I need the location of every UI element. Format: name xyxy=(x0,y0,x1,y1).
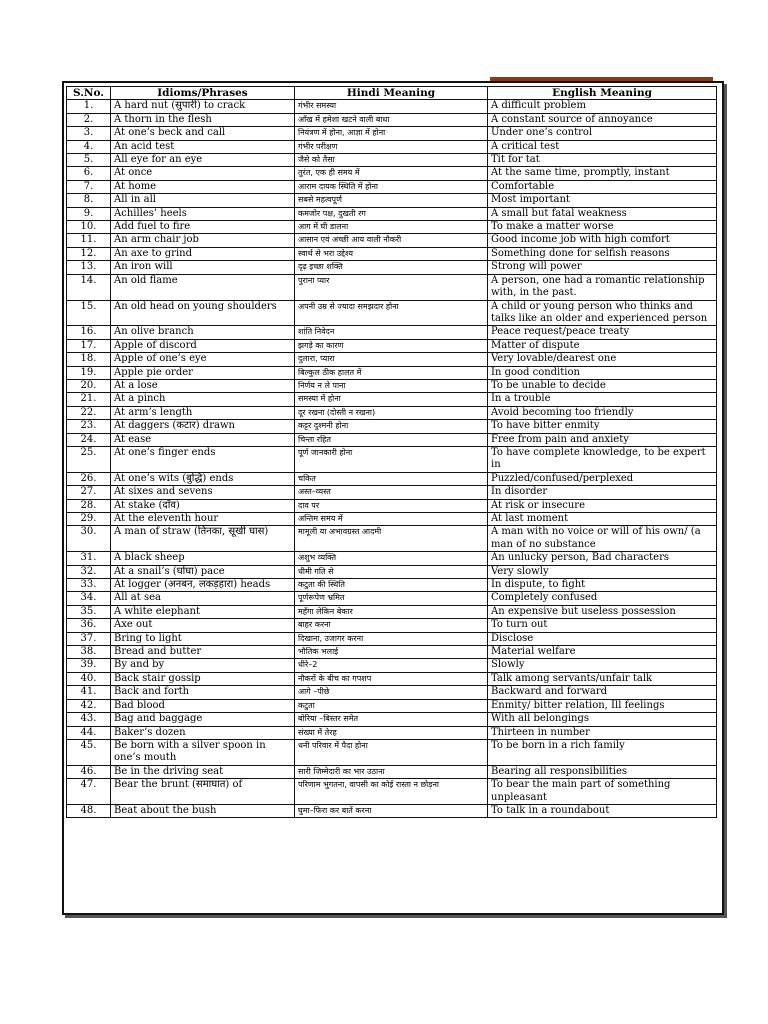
table-row xyxy=(67,127,717,140)
cell-hindi-meaning: अन्तिम समय में xyxy=(295,513,488,526)
cell-sno: 3. xyxy=(67,127,111,140)
cell-hindi-meaning: सबसे महत्वपूर्ण xyxy=(295,194,488,207)
cell-english-meaning: In good condition xyxy=(488,366,717,379)
cell-hindi-meaning: नियंत्रण में होना, आज्ञा में होना xyxy=(295,127,488,140)
cell-hindi-meaning: पूर्ण जानकारी होना xyxy=(295,446,488,472)
cell-english-meaning: In a trouble xyxy=(488,393,717,406)
cell-english-meaning: Very lovable/dearest one xyxy=(488,353,717,366)
cell-sno: 19. xyxy=(67,366,111,379)
cell-hindi-meaning: संख्या में तेरह xyxy=(295,726,488,739)
cell-idiom: At one’s finger ends xyxy=(111,446,295,472)
table-row xyxy=(67,100,717,113)
cell-sno: 30. xyxy=(67,526,111,552)
table-row xyxy=(67,632,717,645)
cell-idiom: Bag and baggage xyxy=(111,713,295,726)
cell-sno: 44. xyxy=(67,726,111,739)
table-row xyxy=(67,446,717,472)
table-body xyxy=(67,100,717,818)
cell-english-meaning: Something done for selfish reasons xyxy=(488,247,717,260)
table-row xyxy=(67,393,717,406)
cell-idiom: An olive branch xyxy=(111,326,295,339)
cell-english-meaning: A difficult problem xyxy=(488,100,717,113)
table-row xyxy=(67,605,717,618)
table-row xyxy=(67,300,717,326)
cell-idiom: At sixes and sevens xyxy=(111,486,295,499)
cell-idiom: An iron will xyxy=(111,261,295,274)
cell-english-meaning: To talk in a roundabout xyxy=(488,804,717,817)
cell-hindi-meaning: दिखाना, उजागर करना xyxy=(295,632,488,645)
cell-hindi-meaning: मामूली या अभावग्रस्त आदमी xyxy=(295,526,488,552)
cell-english-meaning: In disorder xyxy=(488,486,717,499)
cell-hindi-meaning: जैसे को तैसा xyxy=(295,154,488,167)
cell-idiom: At a lose xyxy=(111,379,295,392)
cell-hindi-meaning: चिन्ता रहित xyxy=(295,433,488,446)
table-row xyxy=(67,366,717,379)
cell-sno: 4. xyxy=(67,140,111,153)
cell-hindi-meaning: धीमी गति से xyxy=(295,565,488,578)
cell-english-meaning: Talk among servants/unfair talk xyxy=(488,672,717,685)
table-row xyxy=(67,713,717,726)
table-row xyxy=(67,154,717,167)
cell-english-meaning: Free from pain and anxiety xyxy=(488,433,717,446)
cell-english-meaning: With all belongings xyxy=(488,713,717,726)
cell-sno: 42. xyxy=(67,699,111,712)
cell-hindi-meaning: दृढ़ इच्छा शक्ति xyxy=(295,261,488,274)
cell-hindi-meaning: कमजोर पक्ष, दुखती रग xyxy=(295,207,488,220)
cell-english-meaning: A person, one had a romantic relationship with, in the past. xyxy=(488,274,717,300)
table-row xyxy=(67,565,717,578)
cell-idiom: Baker’s dozen xyxy=(111,726,295,739)
cell-english-meaning: To make a matter worse xyxy=(488,221,717,234)
cell-english-meaning: Backward and forward xyxy=(488,686,717,699)
table-row xyxy=(67,221,717,234)
cell-idiom: All in all xyxy=(111,194,295,207)
cell-sno: 11. xyxy=(67,234,111,247)
table-row xyxy=(67,247,717,260)
cell-sno: 32. xyxy=(67,565,111,578)
cell-sno: 21. xyxy=(67,393,111,406)
cell-english-meaning: An unlucky person, Bad characters xyxy=(488,552,717,565)
cell-sno: 40. xyxy=(67,672,111,685)
cell-idiom: All at sea xyxy=(111,592,295,605)
cell-sno: 9. xyxy=(67,207,111,220)
cell-idiom: At a snail’s (घोंघा) pace xyxy=(111,565,295,578)
table-row xyxy=(67,619,717,632)
table-row xyxy=(67,207,717,220)
cell-english-meaning: Material welfare xyxy=(488,646,717,659)
table-row xyxy=(67,140,717,153)
cell-sno: 38. xyxy=(67,646,111,659)
cell-english-meaning: Peace request/peace treaty xyxy=(488,326,717,339)
cell-english-meaning: Matter of dispute xyxy=(488,339,717,352)
cell-sno: 10. xyxy=(67,221,111,234)
cell-english-meaning: Most important xyxy=(488,194,717,207)
cell-idiom: At one’s wits (बुद्धि) ends xyxy=(111,472,295,485)
cell-hindi-meaning: कटुता xyxy=(295,699,488,712)
table-row xyxy=(67,113,717,126)
cell-english-meaning: At last moment xyxy=(488,513,717,526)
cell-sno: 27. xyxy=(67,486,111,499)
cell-hindi-meaning: अपनी उम्र से ज्यादा समझदार होना xyxy=(295,300,488,326)
cell-english-meaning: Comfortable xyxy=(488,180,717,193)
table-row xyxy=(67,472,717,485)
cell-hindi-meaning: महँगा लेकिन बेकार xyxy=(295,605,488,618)
cell-sno: 45. xyxy=(67,739,111,765)
table-row xyxy=(67,326,717,339)
cell-hindi-meaning: तुरंत, एक ही समय में xyxy=(295,167,488,180)
cell-english-meaning: Avoid becoming too friendly xyxy=(488,406,717,419)
cell-idiom: Bad blood xyxy=(111,699,295,712)
cell-english-meaning: To be unable to decide xyxy=(488,379,717,392)
cell-idiom: All eye for an eye xyxy=(111,154,295,167)
cell-hindi-meaning: स्वार्थ से भरा उद्देश्य xyxy=(295,247,488,260)
cell-sno: 16. xyxy=(67,326,111,339)
cell-english-meaning: To have bitter enmity xyxy=(488,420,717,433)
cell-sno: 48. xyxy=(67,804,111,817)
table-row xyxy=(67,167,717,180)
table-row xyxy=(67,672,717,685)
cell-idiom: An old flame xyxy=(111,274,295,300)
cell-hindi-meaning: अस्त–व्यस्त xyxy=(295,486,488,499)
table-row xyxy=(67,499,717,512)
cell-english-meaning: At risk or insecure xyxy=(488,499,717,512)
cell-sno: 20. xyxy=(67,379,111,392)
cell-idiom: Back and forth xyxy=(111,686,295,699)
cell-idiom: A hard nut (सुपारी) to crack xyxy=(111,100,295,113)
cell-hindi-meaning: नौकरों के बीच का गपशप xyxy=(295,672,488,685)
cell-hindi-meaning: आग में घी डालना xyxy=(295,221,488,234)
table-row xyxy=(67,526,717,552)
cell-hindi-meaning: बाहर करना xyxy=(295,619,488,632)
cell-sno: 23. xyxy=(67,420,111,433)
cell-sno: 35. xyxy=(67,605,111,618)
cell-hindi-meaning: शांति निवेदन xyxy=(295,326,488,339)
table-row xyxy=(67,765,717,778)
cell-sno: 36. xyxy=(67,619,111,632)
cell-english-meaning: Thirteen in number xyxy=(488,726,717,739)
table-row xyxy=(67,339,717,352)
cell-sno: 8. xyxy=(67,194,111,207)
cell-sno: 22. xyxy=(67,406,111,419)
cell-idiom: Apple pie order xyxy=(111,366,295,379)
cell-idiom: A thorn in the flesh xyxy=(111,113,295,126)
cell-idiom: An acid test xyxy=(111,140,295,153)
cell-hindi-meaning: पुराना प्यार xyxy=(295,274,488,300)
table-row xyxy=(67,420,717,433)
cell-english-meaning: Tit for tat xyxy=(488,154,717,167)
table-row xyxy=(67,180,717,193)
cell-sno: 47. xyxy=(67,779,111,805)
table-row xyxy=(67,261,717,274)
cell-english-meaning: To bear the main part of something unpleasant xyxy=(488,779,717,805)
cell-idiom: Apple of discord xyxy=(111,339,295,352)
cell-hindi-meaning: पूर्णरूपेण भ्रमित xyxy=(295,592,488,605)
table-row xyxy=(67,686,717,699)
cell-sno: 37. xyxy=(67,632,111,645)
cell-hindi-meaning: गंभीर समस्या xyxy=(295,100,488,113)
cell-idiom: A white elephant xyxy=(111,605,295,618)
cell-hindi-meaning: समस्या में होना xyxy=(295,393,488,406)
cell-sno: 13. xyxy=(67,261,111,274)
cell-idiom: Axe out xyxy=(111,619,295,632)
cell-sno: 5. xyxy=(67,154,111,167)
cell-english-meaning: To be born in a rich family xyxy=(488,739,717,765)
cell-sno: 12. xyxy=(67,247,111,260)
table-row xyxy=(67,726,717,739)
cell-english-meaning: Completely confused xyxy=(488,592,717,605)
cell-sno: 1. xyxy=(67,100,111,113)
cell-english-meaning: Disclose xyxy=(488,632,717,645)
cell-idiom: Be in the driving seat xyxy=(111,765,295,778)
cell-idiom: At daggers (कटार) drawn xyxy=(111,420,295,433)
cell-hindi-meaning: बोरिया –बिस्तर समेत xyxy=(295,713,488,726)
table-row xyxy=(67,646,717,659)
cell-hindi-meaning: निर्णय न ले पाना xyxy=(295,379,488,392)
cell-english-meaning: Bearing all responsibilities xyxy=(488,765,717,778)
cell-idiom: Beat about the bush xyxy=(111,804,295,817)
cell-idiom: Bear the brunt (समाघात) of xyxy=(111,779,295,805)
cell-idiom: At logger (अनबन, लकड़हारा) heads xyxy=(111,579,295,592)
cell-hindi-meaning: कट्टर दुश्मनी होना xyxy=(295,420,488,433)
cell-english-meaning: Strong will power xyxy=(488,261,717,274)
cell-sno: 46. xyxy=(67,765,111,778)
table-row xyxy=(67,513,717,526)
table-row xyxy=(67,234,717,247)
cell-hindi-meaning: अशुभ व्यक्ति xyxy=(295,552,488,565)
header-sno: S.No. xyxy=(67,87,111,100)
cell-sno: 2. xyxy=(67,113,111,126)
cell-sno: 6. xyxy=(67,167,111,180)
cell-english-meaning: A constant source of annoyance xyxy=(488,113,717,126)
cell-hindi-meaning: आगे –पीछे xyxy=(295,686,488,699)
cell-sno: 15. xyxy=(67,300,111,326)
cell-hindi-meaning: दाव पर xyxy=(295,499,488,512)
cell-sno: 41. xyxy=(67,686,111,699)
cell-idiom: By and by xyxy=(111,659,295,672)
cell-idiom: Add fuel to fire xyxy=(111,221,295,234)
table-row xyxy=(67,579,717,592)
cell-sno: 7. xyxy=(67,180,111,193)
table-row xyxy=(67,699,717,712)
cell-hindi-meaning: चकित xyxy=(295,472,488,485)
cell-idiom: An old head on young shoulders xyxy=(111,300,295,326)
cell-english-meaning: An expensive but useless possession xyxy=(488,605,717,618)
cell-sno: 31. xyxy=(67,552,111,565)
cell-sno: 17. xyxy=(67,339,111,352)
cell-english-meaning: Very slowly xyxy=(488,565,717,578)
cell-idiom: Be born with a silver spoon in one’s mouth xyxy=(111,739,295,765)
cell-idiom: Achilles’ heels xyxy=(111,207,295,220)
table-row xyxy=(67,804,717,817)
table-row xyxy=(67,552,717,565)
table-row xyxy=(67,659,717,672)
cell-english-meaning: A child or young person who thinks and talks like an older and experienced person xyxy=(488,300,717,326)
cell-idiom: Bring to light xyxy=(111,632,295,645)
cell-hindi-meaning: दूर रखना (दोस्ती न रखना) xyxy=(295,406,488,419)
cell-sno: 39. xyxy=(67,659,111,672)
cell-sno: 14. xyxy=(67,274,111,300)
table-row xyxy=(67,739,717,765)
cell-idiom: At stake (दाँव) xyxy=(111,499,295,512)
cell-sno: 26. xyxy=(67,472,111,485)
cell-sno: 24. xyxy=(67,433,111,446)
cell-idiom: An arm chair job xyxy=(111,234,295,247)
table-row xyxy=(67,779,717,805)
cell-sno: 28. xyxy=(67,499,111,512)
cell-idiom: At arm’s length xyxy=(111,406,295,419)
cell-hindi-meaning: आँख में हमेशा खटने वाली बाधा xyxy=(295,113,488,126)
cell-english-meaning: Puzzled/confused/perplexed xyxy=(488,472,717,485)
cell-english-meaning: A man with no voice or will of his own/ (a man of no substance xyxy=(488,526,717,552)
cell-english-meaning: At the same time, promptly, instant xyxy=(488,167,717,180)
cell-english-meaning: Enmity/ bitter relation, Ill feelings xyxy=(488,699,717,712)
cell-hindi-meaning: बिल्कुल ठीक हालत में xyxy=(295,366,488,379)
cell-hindi-meaning: भौतिक भलाई xyxy=(295,646,488,659)
cell-idiom: At the eleventh hour xyxy=(111,513,295,526)
cell-idiom: Apple of one’s eye xyxy=(111,353,295,366)
cell-sno: 43. xyxy=(67,713,111,726)
cell-english-meaning: In dispute, to fight xyxy=(488,579,717,592)
table-row xyxy=(67,194,717,207)
cell-english-meaning: To turn out xyxy=(488,619,717,632)
cell-hindi-meaning: गंभीर परीक्षण xyxy=(295,140,488,153)
idioms-table xyxy=(66,86,717,818)
cell-idiom: At home xyxy=(111,180,295,193)
cell-hindi-meaning: दुलारा, प्यारा xyxy=(295,353,488,366)
cell-english-meaning: Slowly xyxy=(488,659,717,672)
cell-hindi-meaning: झगड़े का कारण xyxy=(295,339,488,352)
cell-sno: 25. xyxy=(67,446,111,472)
cell-english-meaning: To have complete knowledge, to be expert in xyxy=(488,446,717,472)
table-header-row xyxy=(67,87,717,100)
cell-sno: 34. xyxy=(67,592,111,605)
cell-hindi-meaning: सारी जिम्मेदारी का भार उठाना xyxy=(295,765,488,778)
cell-idiom: At once xyxy=(111,167,295,180)
cell-idiom: Back stair gossip xyxy=(111,672,295,685)
table-row xyxy=(67,353,717,366)
cell-sno: 33. xyxy=(67,579,111,592)
cell-idiom: An axe to grind xyxy=(111,247,295,260)
header-english: English Meaning xyxy=(488,87,717,100)
header-hindi: Hindi Meaning xyxy=(295,87,488,100)
cell-hindi-meaning: आराम दायक स्थिति में होना xyxy=(295,180,488,193)
cell-idiom: Bread and butter xyxy=(111,646,295,659)
cell-hindi-meaning: आसान एवं अच्छी आय वाली नौकरी xyxy=(295,234,488,247)
cell-hindi-meaning: घुमा–फिरा कर बातें करना xyxy=(295,804,488,817)
cell-sno: 18. xyxy=(67,353,111,366)
cell-english-meaning: A critical test xyxy=(488,140,717,153)
cell-idiom: A black sheep xyxy=(111,552,295,565)
cell-sno: 29. xyxy=(67,513,111,526)
cell-idiom: At a pinch xyxy=(111,393,295,406)
table-row xyxy=(67,486,717,499)
cell-hindi-meaning: धनी परिवार में पैदा होना xyxy=(295,739,488,765)
cell-english-meaning: A small but fatal weakness xyxy=(488,207,717,220)
table-row xyxy=(67,433,717,446)
cell-idiom: A man of straw (तिनका, सूखी घास) xyxy=(111,526,295,552)
cell-idiom: At ease xyxy=(111,433,295,446)
cell-hindi-meaning: कटुता की स्थिति xyxy=(295,579,488,592)
table-row xyxy=(67,379,717,392)
table-row xyxy=(67,274,717,300)
cell-hindi-meaning: परिणाम भुगतना, वापसी का कोई रास्ता न छोड़ना xyxy=(295,779,488,805)
table-row xyxy=(67,592,717,605)
table-row xyxy=(67,406,717,419)
cell-english-meaning: Under one’s control xyxy=(488,127,717,140)
cell-hindi-meaning: धीरे–2 xyxy=(295,659,488,672)
cell-english-meaning: Good income job with high comfort xyxy=(488,234,717,247)
cell-idiom: At one’s beck and call xyxy=(111,127,295,140)
header-idiom: Idioms/Phrases xyxy=(111,87,295,100)
